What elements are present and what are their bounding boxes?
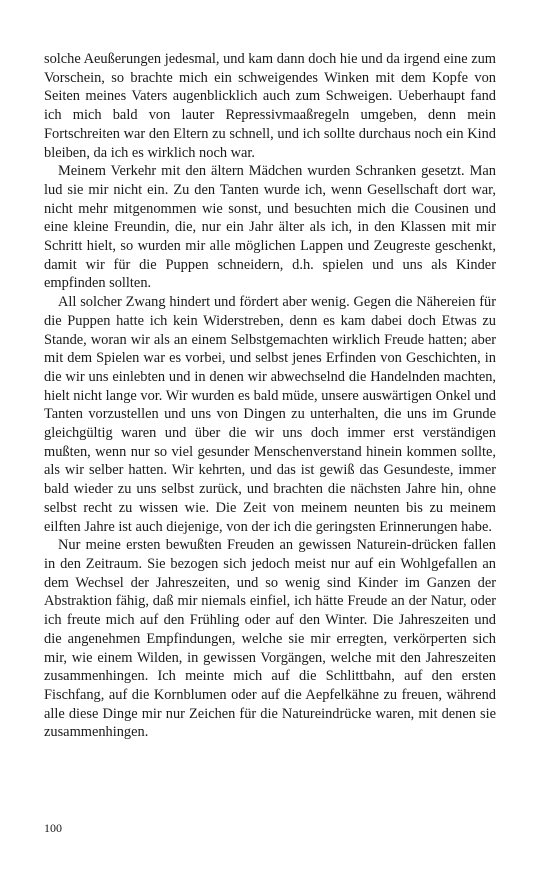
page-number: 100 bbox=[44, 821, 62, 835]
paragraph: All solcher Zwang hindert und fördert aber wenig. Gegen die Nähereien für die Puppen hatte ich kein Widerstreben, denn es kam dabei doch Etwas zu Stande, woran wir als an einem Selbstgemachten wirklich Freude hatten; aber mit dem Spielen war es vorbei, und selbst jenes Erfinden von Geschichten, in die wir uns einlebten und in denen wir abwechselnd die Handelnden machten, hielt nicht lange vor. Wir wurden es bald müde, unsere auswärtigen Onkel und Tanten vorzustellen und uns von Dingen zu unterhalten, die uns im Grunde gleichgültig waren und über die wir uns doch immer erst verständigen mußten, wenn nur so viel gesunder Menschenverstand hinein kommen sollte, als wir selber hatten. Wir kehrten, und das ist gewiß das Gesundeste, immer bald wieder zu uns selbst zurück, und brachten die nächsten Jahre hin, ohne selbst recht zu wissen wie. Die Zeit von meinem neunten bis zu meinem eilften Jahre ist auch diejenige, von der ich die geringsten Erinnerungen habe. bbox=[44, 294, 496, 535]
paragraph: Meinem Verkehr mit den ältern Mädchen wurden Schranken gesetzt. Man lud sie mir nicht ein. Zu den Tanten wurde ich, wenn Gesellschaft dort war, nicht mehr mitgenommen wie sonst, und besuchten mich die Cousinen und eine kleine Freundin, die, nur ein Jahr älter als ich, in den Klassen mit mir Schritt hielt, so wurden mir alle möglichen Lappen und Zeugreste geschenkt, damit wir für die Puppen schneidern, d.h. spielen und uns als Kinder empfinden sollten. bbox=[44, 163, 496, 292]
paragraph: solche Aeußerungen jedesmal, und kam dann doch hie und da irgend eine zum Vorschein, so brachte mich ein schweigendes Winken mit dem Kopfe von Seiten meines Vaters augenblicklich auch zum Schweigen. Ueberhaupt fand ich mich bald von lauter Repressivmaaßregeln umgeben, denn mein Fortschreiten war den Eltern zu schnell, und ich sollte durchaus noch ein Kind bleiben, da ich es wirklich noch war. bbox=[44, 51, 496, 161]
page-body bbox=[44, 50, 496, 742]
paragraph: Nur meine ersten bewußten Freuden an gewissen Naturein-drücken fallen in den Zeitraum. Sie bezogen sich jedoch meist nur auf ein Wohlgefallen an dem Wechsel der Jahreszeiten, und so wenig sind Kinder im Ganzen der Abstraktion fähig, daß mir niemals einfiel, ich hätte Freude an der Natur, oder ich freute mich auf den Frühling oder auf den Winter. Die Jahreszeiten und die angenehmen Empfindungen, welche sie mir erregten, verkörperten sich mir, wie einem Wilden, in gewissen Vorgängen, welche mit den Jahreszeiten zusammenhingen. Ich meinte mich auf die Schlittbahn, auf den ersten Fischfang, auf die Kornblumen oder auf die Aepfelkähne zu freuen, während alle diese Dinge mir nur Zeichen für die Natureindrücke waren, mit denen sie zusammenhingen. bbox=[44, 537, 496, 741]
